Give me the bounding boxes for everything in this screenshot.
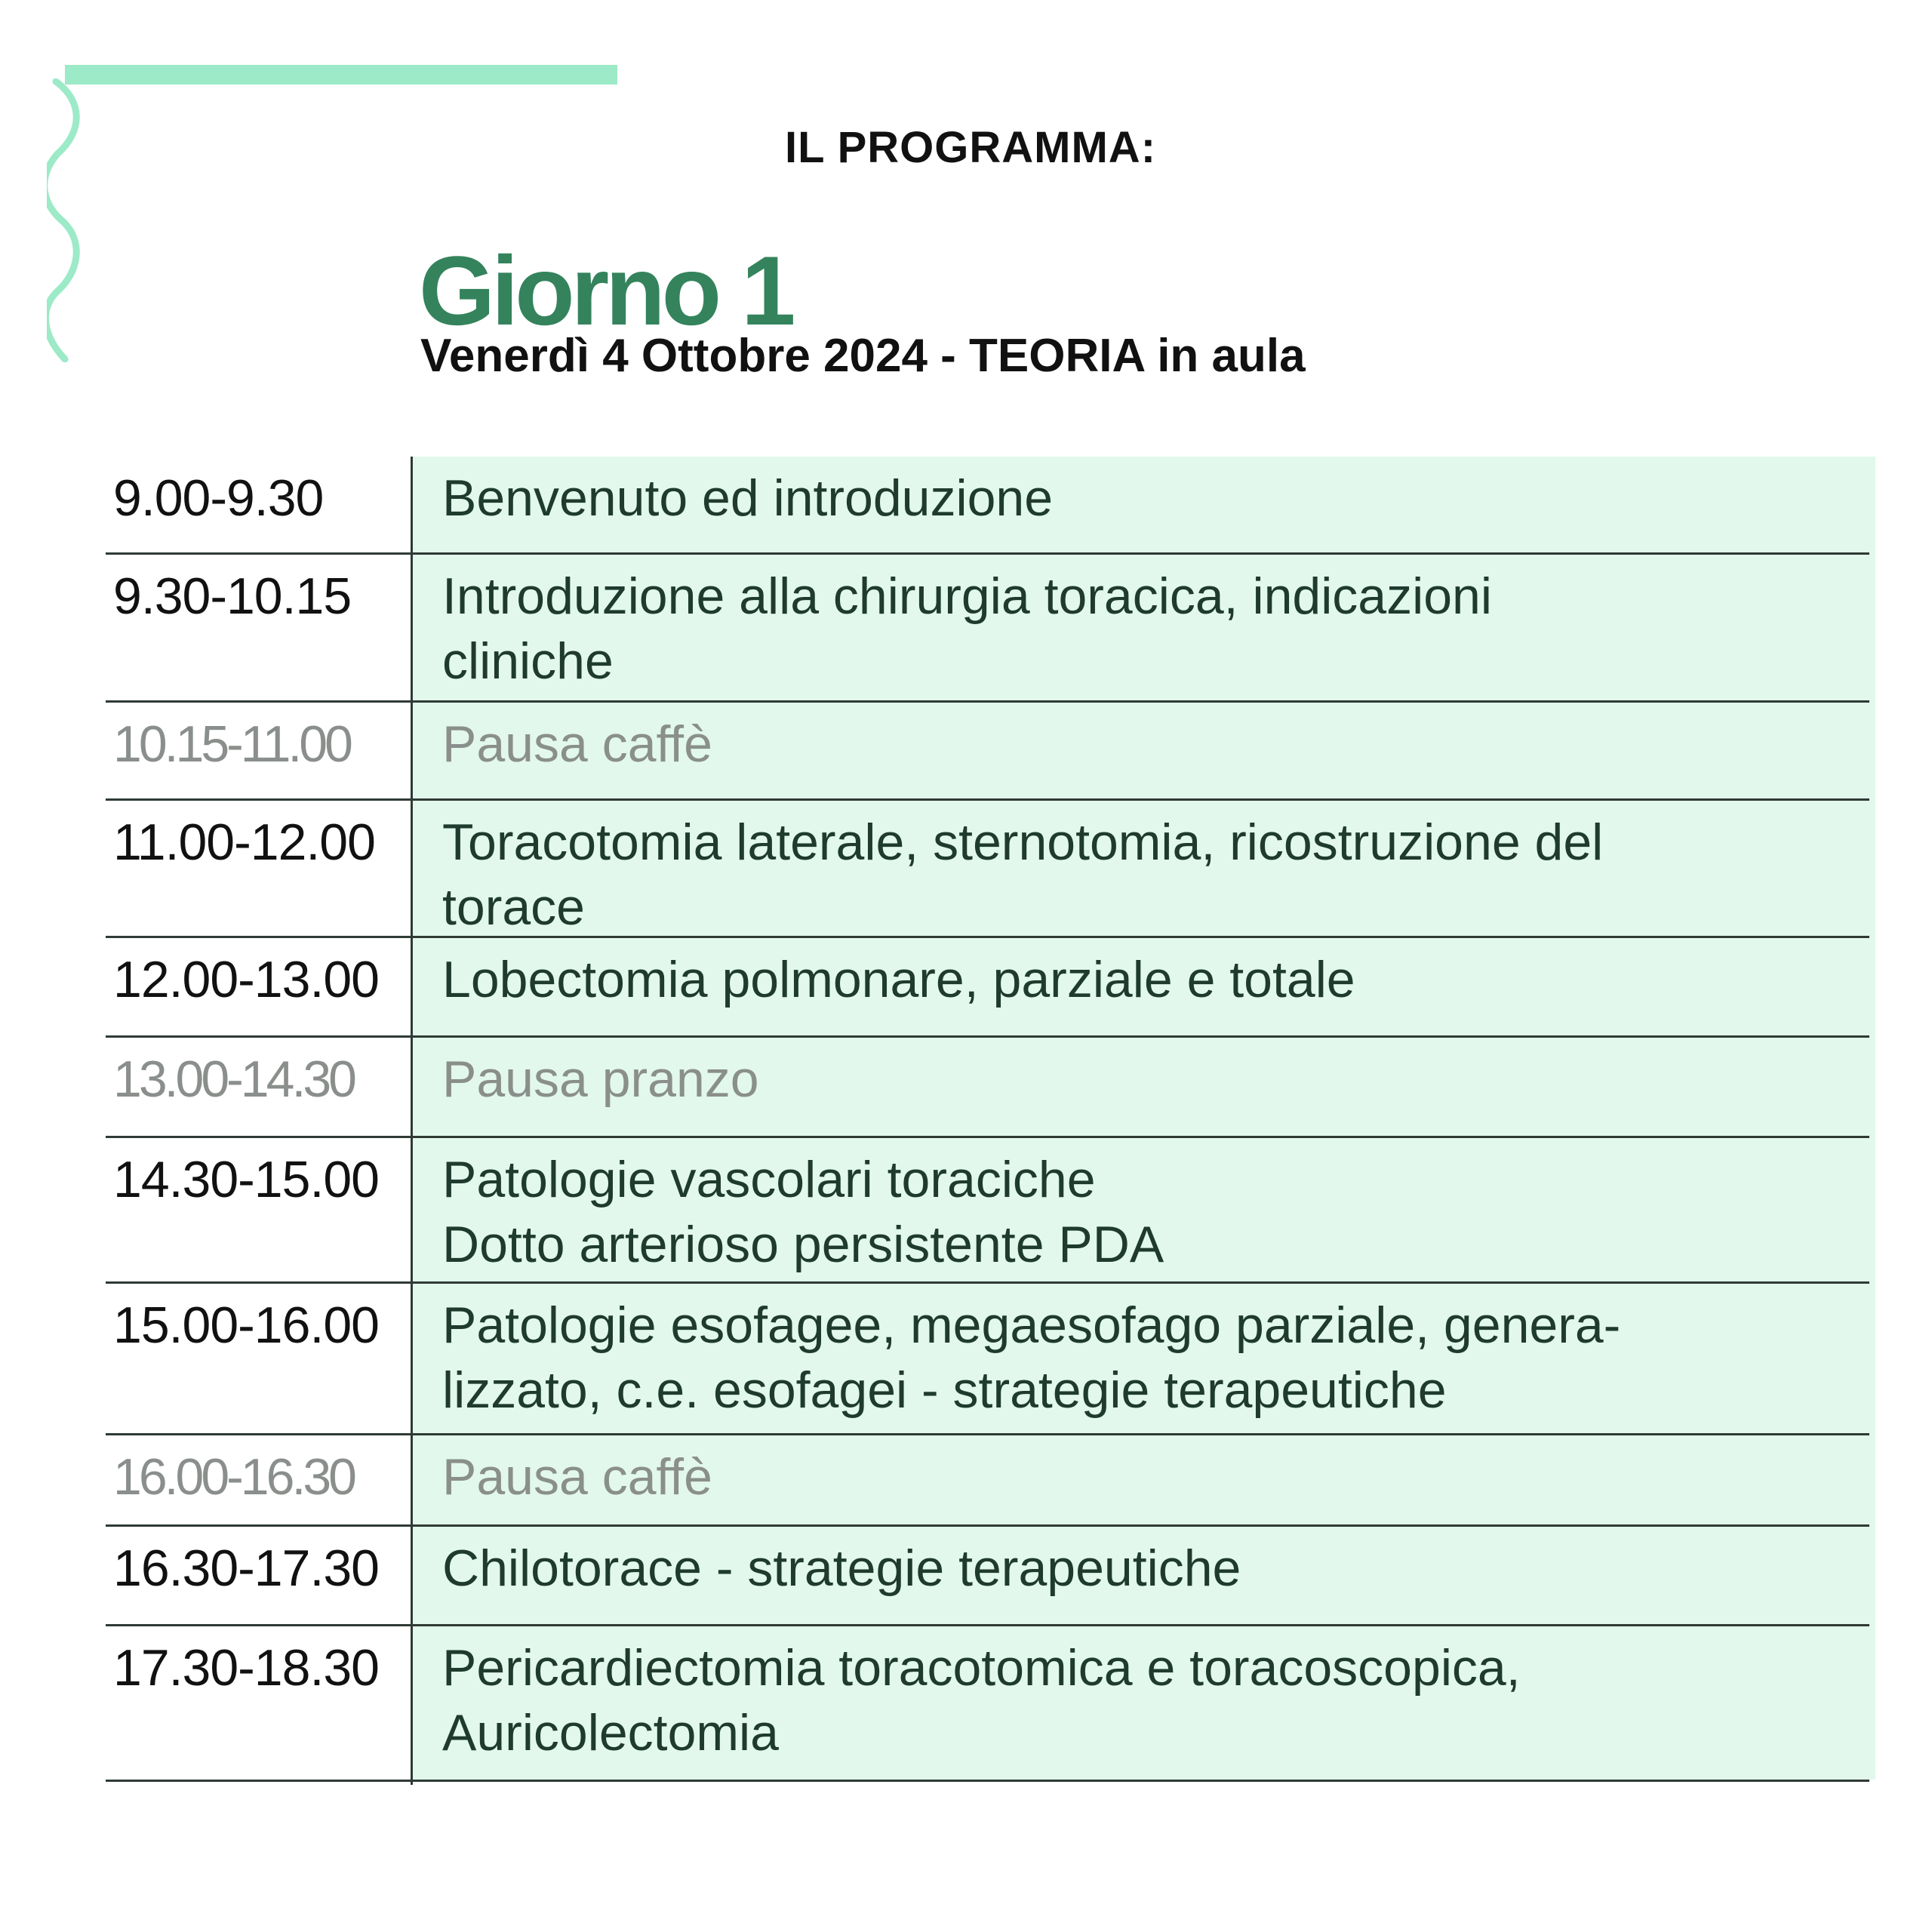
- day-subtitle: Venerdì 4 Ottobre 2024 - TEORIA in aula: [420, 330, 1306, 382]
- session-description: [442, 1293, 1861, 1423]
- session-description-line: Pausa pranzo: [442, 1051, 759, 1108]
- time-slot: 16.30-17.30: [113, 1540, 379, 1597]
- schedule-row: [106, 457, 1869, 555]
- decorative-wave: [47, 78, 92, 362]
- session-description: [442, 564, 1861, 694]
- session-description-line: Pausa caffè: [442, 715, 712, 773]
- time-slot: 17.30-18.30: [113, 1639, 379, 1697]
- time-slot: 12.00-13.00: [113, 951, 379, 1008]
- decorative-bar: [65, 65, 617, 85]
- session-description-line: Introduzione alla chirurgia toracica, indicazioni: [442, 568, 1492, 625]
- schedule-break-row: [106, 1038, 1869, 1138]
- session-description-line: cliniche: [442, 632, 614, 690]
- session-description-line: torace: [442, 878, 585, 936]
- session-description: [442, 947, 1861, 1012]
- session-description-line: Pericardiectomia toracotomica e toracoscopica,: [442, 1639, 1521, 1697]
- session-description-line: Pausa caffè: [442, 1448, 712, 1506]
- session-description: [442, 810, 1861, 940]
- session-description-line: Auricolectomia: [442, 1704, 779, 1761]
- session-description: [442, 466, 1861, 531]
- time-slot: 13.00-14.30: [113, 1051, 354, 1108]
- time-slot: 11.00-12.00: [113, 814, 375, 871]
- session-description-line: Patologie vascolari toraciche: [442, 1151, 1096, 1208]
- time-slot: 9.30-10.15: [113, 568, 352, 625]
- session-description-line: Chilotorace - strategie terapeutiche: [442, 1540, 1241, 1597]
- time-slot: 15.00-16.00: [113, 1297, 379, 1354]
- schedule-row: [106, 555, 1869, 703]
- session-description: [442, 1047, 1861, 1112]
- session-description-line: Dotto arterioso persistente PDA: [442, 1216, 1164, 1273]
- session-description-line: Toracotomia laterale, sternotomia, ricostruzione del: [442, 814, 1604, 871]
- session-description-line: Lobectomia polmonare, parziale e totale: [442, 951, 1355, 1008]
- day-title: Giorno 1: [419, 235, 792, 346]
- time-slot: 14.30-15.00: [113, 1151, 379, 1208]
- schedule-break-row: [106, 1435, 1869, 1527]
- schedule-row: [106, 1138, 1869, 1284]
- time-slot: 10.15-11.00: [113, 715, 350, 773]
- session-description: [442, 712, 1861, 777]
- schedule-break-row: [106, 703, 1869, 801]
- session-description-line: Benvenuto ed introduzione: [442, 469, 1054, 527]
- session-description: [442, 1536, 1861, 1601]
- schedule-row: [106, 1284, 1869, 1435]
- schedule-row: [106, 938, 1869, 1038]
- schedule-row: [106, 1527, 1869, 1626]
- session-description-line: Patologie esofagee, megaesofago parziale, genera-: [442, 1297, 1621, 1354]
- session-description: [442, 1147, 1861, 1277]
- program-heading: IL PROGRAMMA:: [785, 123, 1157, 172]
- session-description: [442, 1444, 1861, 1509]
- schedule-row: [106, 801, 1869, 938]
- session-description: [442, 1635, 1861, 1765]
- schedule-row: [106, 1626, 1869, 1782]
- session-description-line: lizzato, c.e. esofagei - strategie terapeutiche: [442, 1361, 1447, 1419]
- time-slot: 16.00-16.30: [113, 1448, 354, 1506]
- time-slot: 9.00-9.30: [113, 469, 324, 527]
